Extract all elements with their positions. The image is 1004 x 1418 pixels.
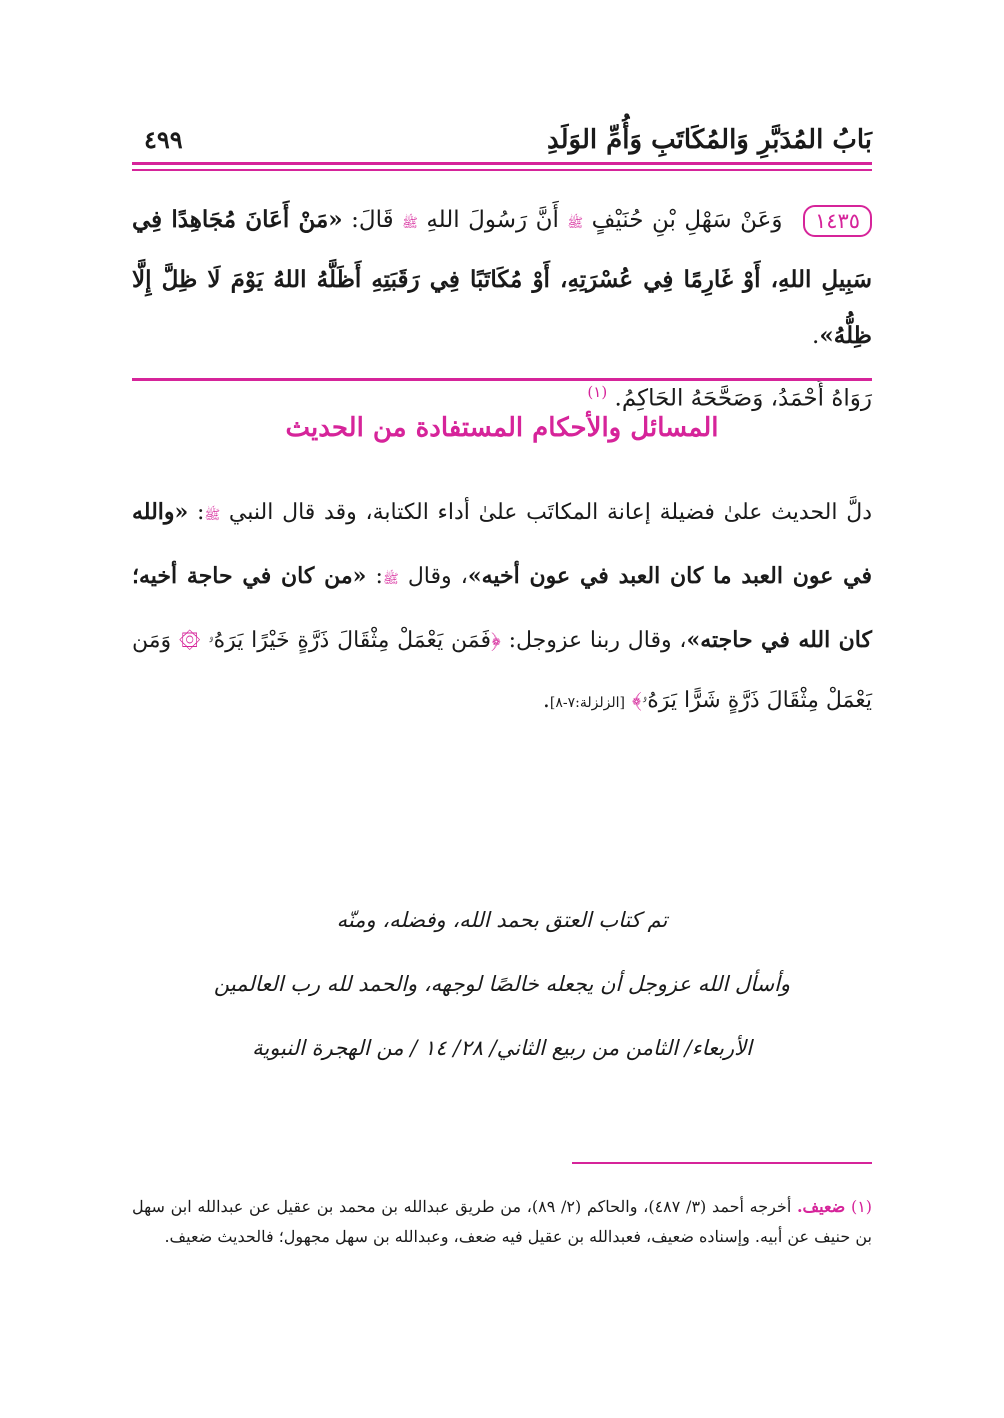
quran-verse-2: وَمَن يَعْمَلْ مِثْقَالَ ذَرَّةٍ شَرًّا يَرَهُۥ <box>132 628 872 713</box>
section-heading: المسائل والأحكام المستفادة من الحديث <box>285 413 719 443</box>
honorific-companion: ﷺ <box>567 216 584 231</box>
honorific-prophet-2: ﷺ <box>382 572 399 587</box>
colophon-line-1: تم كتاب العتق بحمد الله، وفضله، ومنّه <box>336 908 668 932</box>
running-header <box>132 122 872 162</box>
colophon <box>132 888 872 1080</box>
footnote <box>132 1192 872 1252</box>
hadith-quote-1: «والله في عون العبد ما كان العبد في عون أخيه» <box>132 499 873 589</box>
hadith-quote-2: «من كان في حاجة أخيه؛ كان الله في حاجته» <box>132 563 872 653</box>
hadith-number-badge: ١٤٣٥ <box>803 205 872 237</box>
colophon-line-3: الأربعاء/ الثامن من ربيع الثاني/ ٢٨/ ١٤ / من الهجرة النبوية <box>252 1036 752 1060</box>
colophon-line-2: وأسأل الله عزوجل أن يجعله خالصًا لوجهه، والحمد لله رب العالمين <box>213 972 791 996</box>
hadith-block <box>132 192 872 427</box>
hadith-source: رَوَاهُ أَحْمَدُ، وَصَحَّحَهُ الحَاكِمُ. <box>614 385 872 412</box>
quran-close-bracket: ﴾ <box>632 688 642 713</box>
body-colon-1: : <box>197 500 205 525</box>
header-rule-bottom <box>132 169 872 171</box>
body-paragraph <box>132 482 872 733</box>
section-rule <box>132 378 872 381</box>
body-intro: دلَّ الحديث علىٰ فضيلة إعانة المكاتَب علىٰ أداء الكتابة، وقد قال النبي <box>228 500 872 525</box>
footnote-grade: ضعيف. <box>796 1197 846 1216</box>
body-end: . <box>542 688 550 713</box>
body-colon-2: : <box>375 564 383 589</box>
body-connector-1: ، وقال <box>407 564 468 589</box>
page-number: ٤٩٩ <box>144 125 183 154</box>
footnote-reference[interactable]: (١) <box>587 383 608 401</box>
body-connector-2: ، وقال ربنا عزوجل: <box>508 628 687 653</box>
footnote-rule <box>572 1162 872 1164</box>
verse-separator-icon: ۞ <box>178 628 201 653</box>
footnote-text: أخرجه أحمد (٣/ ٤٨٧)، والحاكم (٢/ ٨٩)، من طريق عبدالله بن محمد بن عقيل عن عبدالله ابن سهل بن حنيف عن أبيه. وإسناده ضعيف، فعبدالله بن عقيل فيه ضعف، وعبدالله بن سهل مجهول؛ فالحديث ضعيف. <box>132 1197 872 1246</box>
hadith-end: . <box>812 323 820 349</box>
chapter-title: بَابُ المُدَبَّرِ وَالمُكَاتَبِ وَأُمِّ الوَلَدِ <box>546 125 872 155</box>
quran-citation: [الزلزلة:٧-٨] <box>549 695 625 711</box>
quran-open-bracket: ﴿ <box>491 628 501 653</box>
header-rule-top <box>132 162 872 165</box>
hadith-text: «مَنْ أَعَانَ مُجَاهِدًا فِي سَبِيلِ اللهِ، أَوْ غَارِمًا فِي عُسْرَتِهِ، أَوْ مُكَاتَبًا فِي رَقَبَتِهِ أَظَلَّهُ اللهُ يَوْمَ لَا ظِلَّ إِلَّا ظِلُّهُ» <box>132 206 872 349</box>
hadith-said: قَالَ: <box>351 207 394 233</box>
honorific-prophet-1: ﷺ <box>204 508 221 523</box>
footnote-marker: (١) <box>850 1197 873 1216</box>
quran-verse-1: فَمَن يَعْمَلْ مِثْقَالَ ذَرَّةٍ خَيْرًا يَرَهُۥ <box>208 628 492 653</box>
honorific-prophet: ﷺ <box>402 216 418 231</box>
hadith-narrator: وَعَنْ سَهْلِ بْنِ حُنَيْفٍ <box>591 207 783 233</box>
hadith-intro: أَنَّ رَسُولَ اللهِ <box>426 207 559 233</box>
